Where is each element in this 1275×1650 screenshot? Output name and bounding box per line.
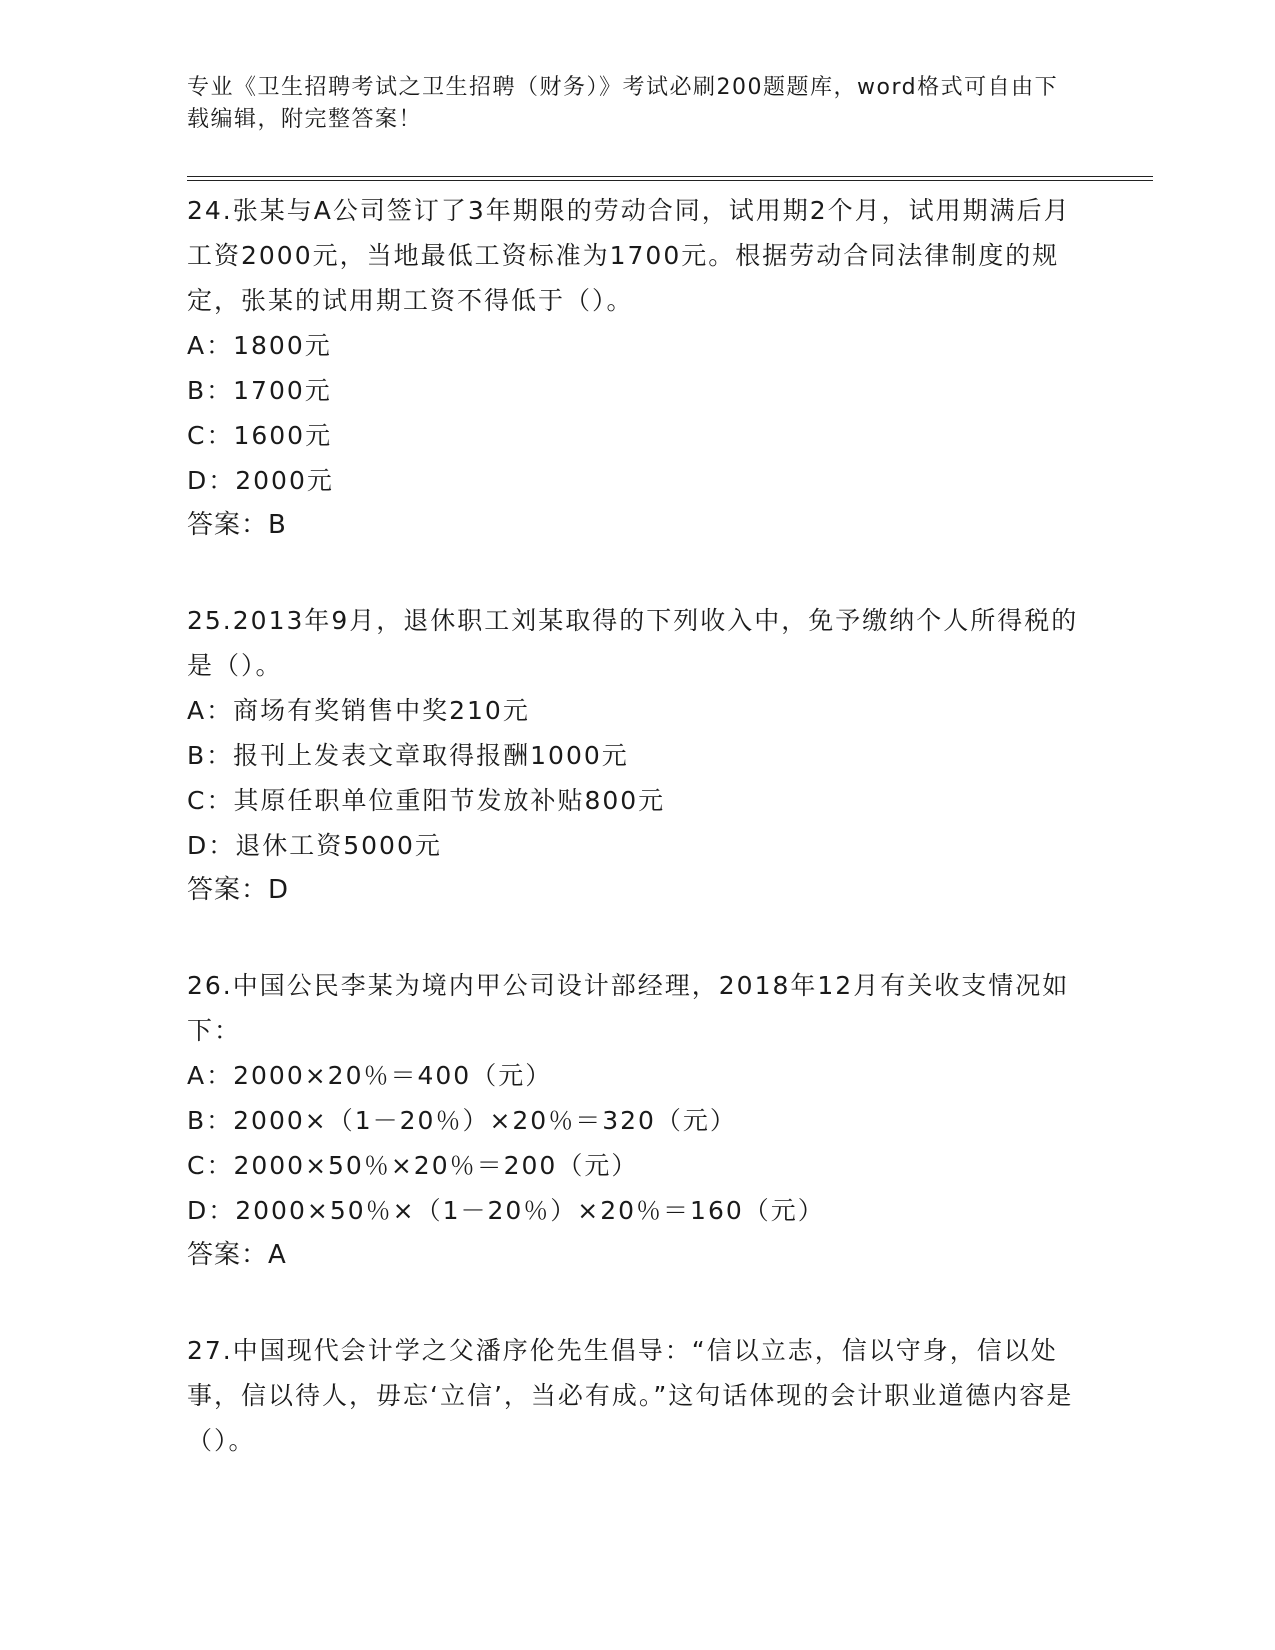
question-25 bbox=[187, 598, 1087, 913]
option-a: A：1800元 bbox=[187, 331, 332, 360]
question-27 bbox=[187, 1328, 1087, 1463]
answer-label: 答案： bbox=[187, 510, 269, 540]
option-c: C：1600元 bbox=[187, 421, 333, 450]
header-divider bbox=[187, 176, 1153, 181]
question-stem: 26.中国公民李某为境内甲公司设计部经理，2018年12月有关收支情况如下： bbox=[187, 971, 1070, 1045]
option-d: D：2000×50％×（1－20％）×20％＝160（元） bbox=[187, 1196, 825, 1225]
answer-value: A bbox=[268, 1240, 287, 1270]
option-b: B：1700元 bbox=[187, 376, 332, 405]
question-26 bbox=[187, 963, 1087, 1278]
question-stem: 24.张某与A公司签订了3年期限的劳动合同，试用期2个月，试用期满后月工资2000元，当地最低工资标准为1700元。根据劳动合同法律制度的规定，张某的试用期工资不得低于（）。 bbox=[187, 196, 1071, 315]
question-list bbox=[187, 188, 1087, 1463]
option-b: B：报刊上发表文章取得报酬1000元 bbox=[187, 741, 629, 770]
answer-value: D bbox=[268, 875, 290, 905]
option-a: A：商场有奖销售中奖210元 bbox=[187, 696, 530, 725]
answer-label: 答案： bbox=[187, 1240, 269, 1270]
answer-label: 答案： bbox=[187, 875, 269, 905]
question-stem: 27.中国现代会计学之父潘序伦先生倡导：“信以立志，信以守身，信以处事，信以待人，毋忘‘立信’，当必有成。”这句话体现的会计职业道德内容是（）。 bbox=[187, 1336, 1074, 1455]
option-b: B：2000×（1－20％）×20％＝320（元） bbox=[187, 1106, 737, 1135]
document-header: 专业《卫生招聘考试之卫生招聘（财务）》考试必刷200题题库，word格式可自由下载编辑，附完整答案！ bbox=[187, 75, 1059, 132]
answer-line bbox=[187, 1233, 1087, 1278]
option-c: C：2000×50％×20％＝200（元） bbox=[187, 1151, 639, 1180]
answer-line bbox=[187, 868, 1087, 913]
answer-value: B bbox=[268, 510, 287, 540]
option-c: C：其原任职单位重阳节发放补贴800元 bbox=[187, 786, 666, 815]
option-a: A：2000×20％＝400（元） bbox=[187, 1061, 553, 1090]
question-24 bbox=[187, 188, 1087, 548]
answer-line bbox=[187, 503, 1087, 548]
option-d: D：2000元 bbox=[187, 466, 334, 495]
question-stem: 25.2013年9月，退休职工刘某取得的下列收入中，免予缴纳个人所得税的是（）。 bbox=[187, 606, 1079, 680]
option-d: D：退休工资5000元 bbox=[187, 831, 442, 860]
